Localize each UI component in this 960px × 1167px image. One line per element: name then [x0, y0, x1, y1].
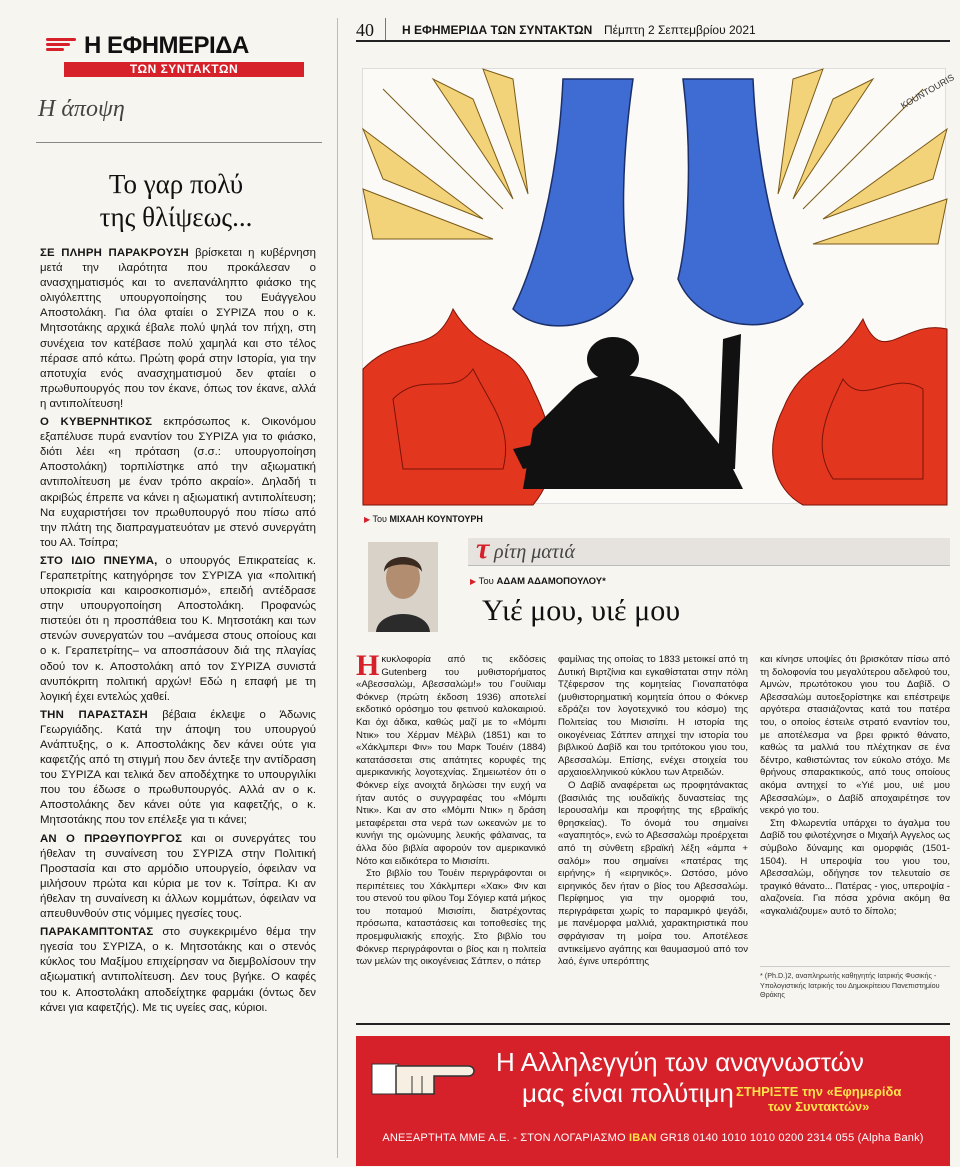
iban-number: GR18 0140 1010 1010 0200 2314 055 [660, 1132, 855, 1144]
article-column-3: και κίνησε υποψίες ότι βρισκόταν πίσω από τη δολοφονία του μεγαλύτερου αδελφού του, Αμνών, πρωτότοκου γιου του Δαβίδ. Ο Αβεσσαλώμ αυτοεξορίστηκε και επέστρεψε αργότερα στασιάζοντας κατά του πατέρα του, ο οποίος έστειλε στρατό εναντίον του, με αποτέλεσμα να βρει φρικτό θάνατο, καθώς τα μαλλιά του πλέχτηκαν σε ένα δέντρο, καθιστώντας τον εύκολο στόχο. Με θρήνους σπαρακτικούς, από τους οποίους ακόμα αντηχεί το «Υιέ μου, υιέ μου Αβεσσαλώμ», ο Δαβίδ αποχαιρέτησε τον νεκρό γιο του. Στη Φλωρεντία υπάρχει το άγαλμα του Δαβίδ του φιλοτέχνησε ο Μιχαήλ Αγγελος ως σύμβολο δύναμης και ομορφιάς (1501-1504). Η υπεροψία του γιου του, Αβεσσαλώμ, οδήγησε τον τελευταίο σε τραγικό θάνατο... Πατέρας - γιος, υπεροψία - αλαζονεία. Για πόσα χρόνια ακόμη θα «αγκαλιάζουμε» αυτό το δίπολο; [760, 654, 950, 917]
pointing-hand-icon [372, 1050, 482, 1104]
svg-text:KOUNTOURIS: KOUNTOURIS [899, 72, 956, 111]
divider [356, 1023, 950, 1025]
section-name: ρίτη ματιά [494, 541, 575, 563]
opinion-body [40, 246, 316, 1019]
drop-cap: Η [356, 649, 380, 682]
opinion-title-line2: της θλίψεως... [99, 202, 253, 232]
paper-name: Η ΕΦΗΜΕΡΙΔΑ ΤΩΝ ΣΥΝΤΑΚΤΩΝ [402, 23, 593, 37]
arrow-icon: ▶ [470, 577, 477, 586]
opinion-paragraph: ΤΗΝ ΠΑΡΑΣΤΑΣΗ βέβαια έκλεψε ο Άδωνις Γεωργιάδης. Κατά την άποψη του υπουργού Ανάπτυξης, ο κ. Αποστολάκης δεν κάνει ούτε για καφετζής από τη στιγμή που δεν άντεξε την αντίδραση του ΣΥΡΙΖΑ και τελικά δεν αποδέχτηκε το υπουργιλίκι που του έδωσε ο πρωθυπουργός. Αλλά αν ο κ. Αποστολάκης δεν κάνει ούτε για καφετζής, ο κ. Μητσοτάκης που τον επέλεξε για τι κάνει; [40, 708, 317, 827]
section-banner [468, 532, 950, 566]
cartoon-illustration [362, 68, 956, 504]
logo-name: Η ΕΦΗΜΕΡΙΔΑ [84, 32, 249, 59]
ad-title: Η Αλληλεγγύη των αναγνωστών [496, 1047, 864, 1077]
issue-date: Πέμπτη 2 Σεπτεμβρίου 2021 [604, 23, 756, 37]
opinion-paragraph: ΠΑΡΑΚΑΜΠΤΟΝΤΑΣ στο συγκεκριμένο θέμα την ηγεσία του ΣΥΡΙΖΑ, ο κ. Μητσοτάκης και ο στενός κύκλος του Μαξίμου επιχείρησαν να διεμβολίσουν την αξιωματική αντιπολίτευση. Δεν τους βγήκε. Ο καφές του κ. Αποστολάκη αποδείχτηκε φαρμάκι (όντως δεν κάνει για καφετζής). Με τις υγείες σας, κύριοι. [40, 926, 316, 1014]
opinion-title-line1: Το γαρ πολύ [108, 169, 244, 199]
opinion-paragraph: ΣΤΟ ΙΔΙΟ ΠΝΕΥΜΑ, ο υπουργός Επικρατείας κ. Γεραπετρίτης κατηγόρησε τον ΣΥΡΙΖΑ για «πολιτική υποκρισία και καιροσκοπισμό», επειδή αντέδρασε στην υπουργοποίηση Αποστολάκη. Προφανώς πιστεύει ότι η προσπάθεια του Κ. Μητσοτάκη και των στενών συνεργατών του –ανάμεσα στους οποίους και ο κ. Γεραπετρίτης– να αποσπάσουν διά της πλαγίας οδού τον κ. Αποστολάκη από τον ΣΥΡΙΖΑ συνιστά ανυπόκριτη πολιτική αρχών! Εδώ η επαφή με τη λογική έχει εντελώς χαθεί. [40, 554, 316, 703]
main-page [356, 18, 956, 1158]
section-label: Η άποψη [38, 96, 125, 122]
author-photo [368, 542, 438, 632]
cartoon-credit: ▶ Του ΜΙΧΑΛΗ ΚΟΥΝΤΟΥΡΗ [364, 514, 483, 524]
ad-subtitle: μας είναι πολύτιμη [522, 1078, 734, 1108]
article-byline: ▶ Του ΑΔΑΜ ΑΔΑΜΟΠΟΥΛΟΥ* [470, 576, 606, 587]
opinion-paragraph: Ο ΚΥΒΕΡΝΗΤΙΚΟΣ εκπρόσωπος κ. Οικονόμου εξαπέλυσε πυρά εναντίον του ΣΥΡΙΖΑ για το φιάσκο, διότι λέει «η πρόταση (σ.σ.: υπουργοποίηση Αποστολάκη) τορπιλίστηκε από την αξιωματική αντιπολίτευση με έναν τρόπο ακραίο». Δηλαδή τι ακριβώς έπρεπε να κάνει η αξιωματική αντιπολίτευση; Να ευχαριστήσει τον πρωθυπουργό που πίσω από την πλάτη της διαπραγματευόταν με στενό συνεργάτη του Αλ. Τσίπρα; [40, 416, 316, 549]
bank-details: ΑΝΕΞΑΡΤΗΤΑ ΜΜΕ Α.Ε. - ΣΤΟΝ ΛΟΓΑΡΙΑΣΜΟ IBAN GR18 0140 1010 1010 0200 2314 055 (Alpha Bank) [382, 1132, 924, 1144]
page-number: 40 [356, 20, 374, 40]
column-divider [337, 18, 338, 1158]
arrow-icon: ▶ [364, 515, 371, 524]
opinion-column [26, 18, 326, 1158]
article-column-1: Ηκυκλοφορία από τις εκδόσεις Gutenberg του μυθιστορήματος «Αβεσσαλώμ, Αβεσσαλώμ!» του Γουίλιαμ Φόκνερ (πρώτη έκδοση 1936) αποτελεί εκδοτικό ορόσημο του φετινού καλοκαιριού. Και όχι άδικα, καθώς μαζί με το «Μόμπι Ντικ» του Χέρμαν Μέλβιλ (1851) και το «Χάκλμπερι Φιν» του Μαρκ Τουέιν (1884) κατατάσσεται στις απάτητες κορυφές της αμερικανικής λογοτεχνίας. Σημειωτέον ότι ο Φόκνερ είχε ανοιχτά δηλώσει την ευχή να ήταν αυτός ο συγγραφέας του «Μόμπι Ντικ». Και αν στο «Μόμπι Ντικ» η δράση μεταφέρεται στα νερά των ωκεανών με το κυνήγι της ομώνυμης λευκής φάλαινας, τα άλλα δύο βιβλία αφορούν τον αμερικανικό Νότο και ειδικότερα το Μισισίπι. Στο βιβλίο του Τουέιν περιγράφονται οι περιπέτειες του Χάκλμπερι «Χακ» Φιν και του στενού του φίλου Τομ Σόγιερ κατά μήκος του ποταμού Μισισίπι, διατρέχοντας πρόσωπα, καταστάσεις και τοποθεσίες της προεμφυλιακής εποχής. Στο βιβλίο του Φόκνερ περιγράφονται ο βίος και η πολιτεία των μελών της οικογένειας Σάτπεν, ο πάτερ [356, 649, 546, 968]
section-initial: τ [476, 532, 490, 565]
reader-support-ad[interactable] [356, 1036, 950, 1166]
author-footnote: * (Ph.D.)2, αναπληρωτής καθηγητής Ιατρικής Φυσικής - Υπολογιστικής Ιατρικής του Δημοκρίτειου Πανεπιστημίου Θράκης [760, 966, 950, 1000]
article-title: Υιέ μου, υιέ μου [482, 594, 681, 627]
cartoon-artwork [363, 69, 956, 505]
newspaper-logo [46, 32, 306, 77]
opinion-paragraph: ΑΝ Ο ΠΡΩΘΥΠΟΥΡΓΟΣ και οι συνεργάτες του ήθελαν τη συναίνεση του ΣΥΡΙΖΑ στην Πολιτική Προστασία και στο αρμόδιο υπουργείο, όφειλαν να μιλήσουν πρώτα και κύρια με τον κ. Τσίπρα. Κι αν ήθελαν τη συναίνεση κι άλλων κομμάτων, όφειλαν να απευθυνθούν στις νόμιμες ηγεσίες τους. [40, 832, 316, 921]
article-column-2: φαμίλιας της οποίας το 1833 μετοικεί από τη Δυτική Βιρτζίνια και εγκαθίσταται στην πόλη Τζέφερσον της κομητείας Γιοναπατόφα (μυθιστορηματική κομητεία όπου ο Φόκνερ εδράζει τον λογοτεχνικό του κόσμο) της Πολιτείας του Μισισίπι. Η ιστορία της οικογένειας Σάτπεν απηχεί την ιστορία του βιβλικού Δαβίδ και του τριτότοκου γιου του, Αβεσσαλώμ. Επίσης, ενέχει στοιχεία του αρχαιοελληνικού κύκλου των Ατρειδών. Ο Δαβίδ αναφέρεται ως προφητάνακτας (βασιλιάς της ιουδαϊκής δυναστείας της Ιερουσαλήμ και προφήτης της εβραϊκής θρησκείας). Το όνομά του σημαίνει «αγαπητός», ενώ το Αβεσσαλώμ προέρχεται από τη σύνθετη εβραϊκή λέξη «άμπα + σαλόμ» που σημαίνει «πατέρας της ειρήνης» ή «ειρηνικός». Ωστόσο, μόνο ειρηνικός δεν ήταν ο βίος του Αβεσσαλώμ. Περίφημος για την ομορφιά του, περιγράφεται χωρίς το παραμικρό ψεγάδι, με πανέμορφα μαλλιά, χαρακτηριστικά που σφράγισαν τη μοίρα του. Αποτέλεσε αντικείμενο αγάπης και θαυμασμού από τον λαό, έγινε υπερόπτης [558, 654, 748, 968]
logo-streak-icon [46, 38, 80, 52]
divider [36, 142, 322, 143]
logo-subtitle: ΤΩΝ ΣΥΝΤΑΚΤΩΝ [64, 62, 304, 77]
ad-cta[interactable]: ΣΤΗΡΙΞΤΕ την «Εφημερίδα των Συντακτών» [736, 1084, 902, 1114]
opinion-title [26, 168, 326, 234]
page-header [356, 18, 950, 42]
opinion-paragraph: ΣΕ ΠΛΗΡΗ ΠΑΡΑΚΡΟΥΣΗ βρίσκεται η κυβέρνηση μετά την ιλαρότητα που προκάλεσαν ο ανασχηματισμός και το ανεπανάληπτο φιάσκο της ολιγόλεπτης υπουργοποίησης του Ευάγγελου Αποστολάκη. Για όλα φταίει ο ΣΥΡΙΖΑ που ο κ. Μητσοτάκης αρχικά έβαλε πολύ ψηλά τον πήχη, στη συνέχεια τον κατέβασε πολύ χαμηλά και στο τέλος πέρασε από κάτω. Πρώτη φορά στην Ιστορία, για την αποτυχία ενός ανασχηματισμού δεν φταίει ο πρωθυπουργός που τον έκανε, όπως τον έκανε, αλλά η αντιπολίτευση! [40, 247, 317, 410]
